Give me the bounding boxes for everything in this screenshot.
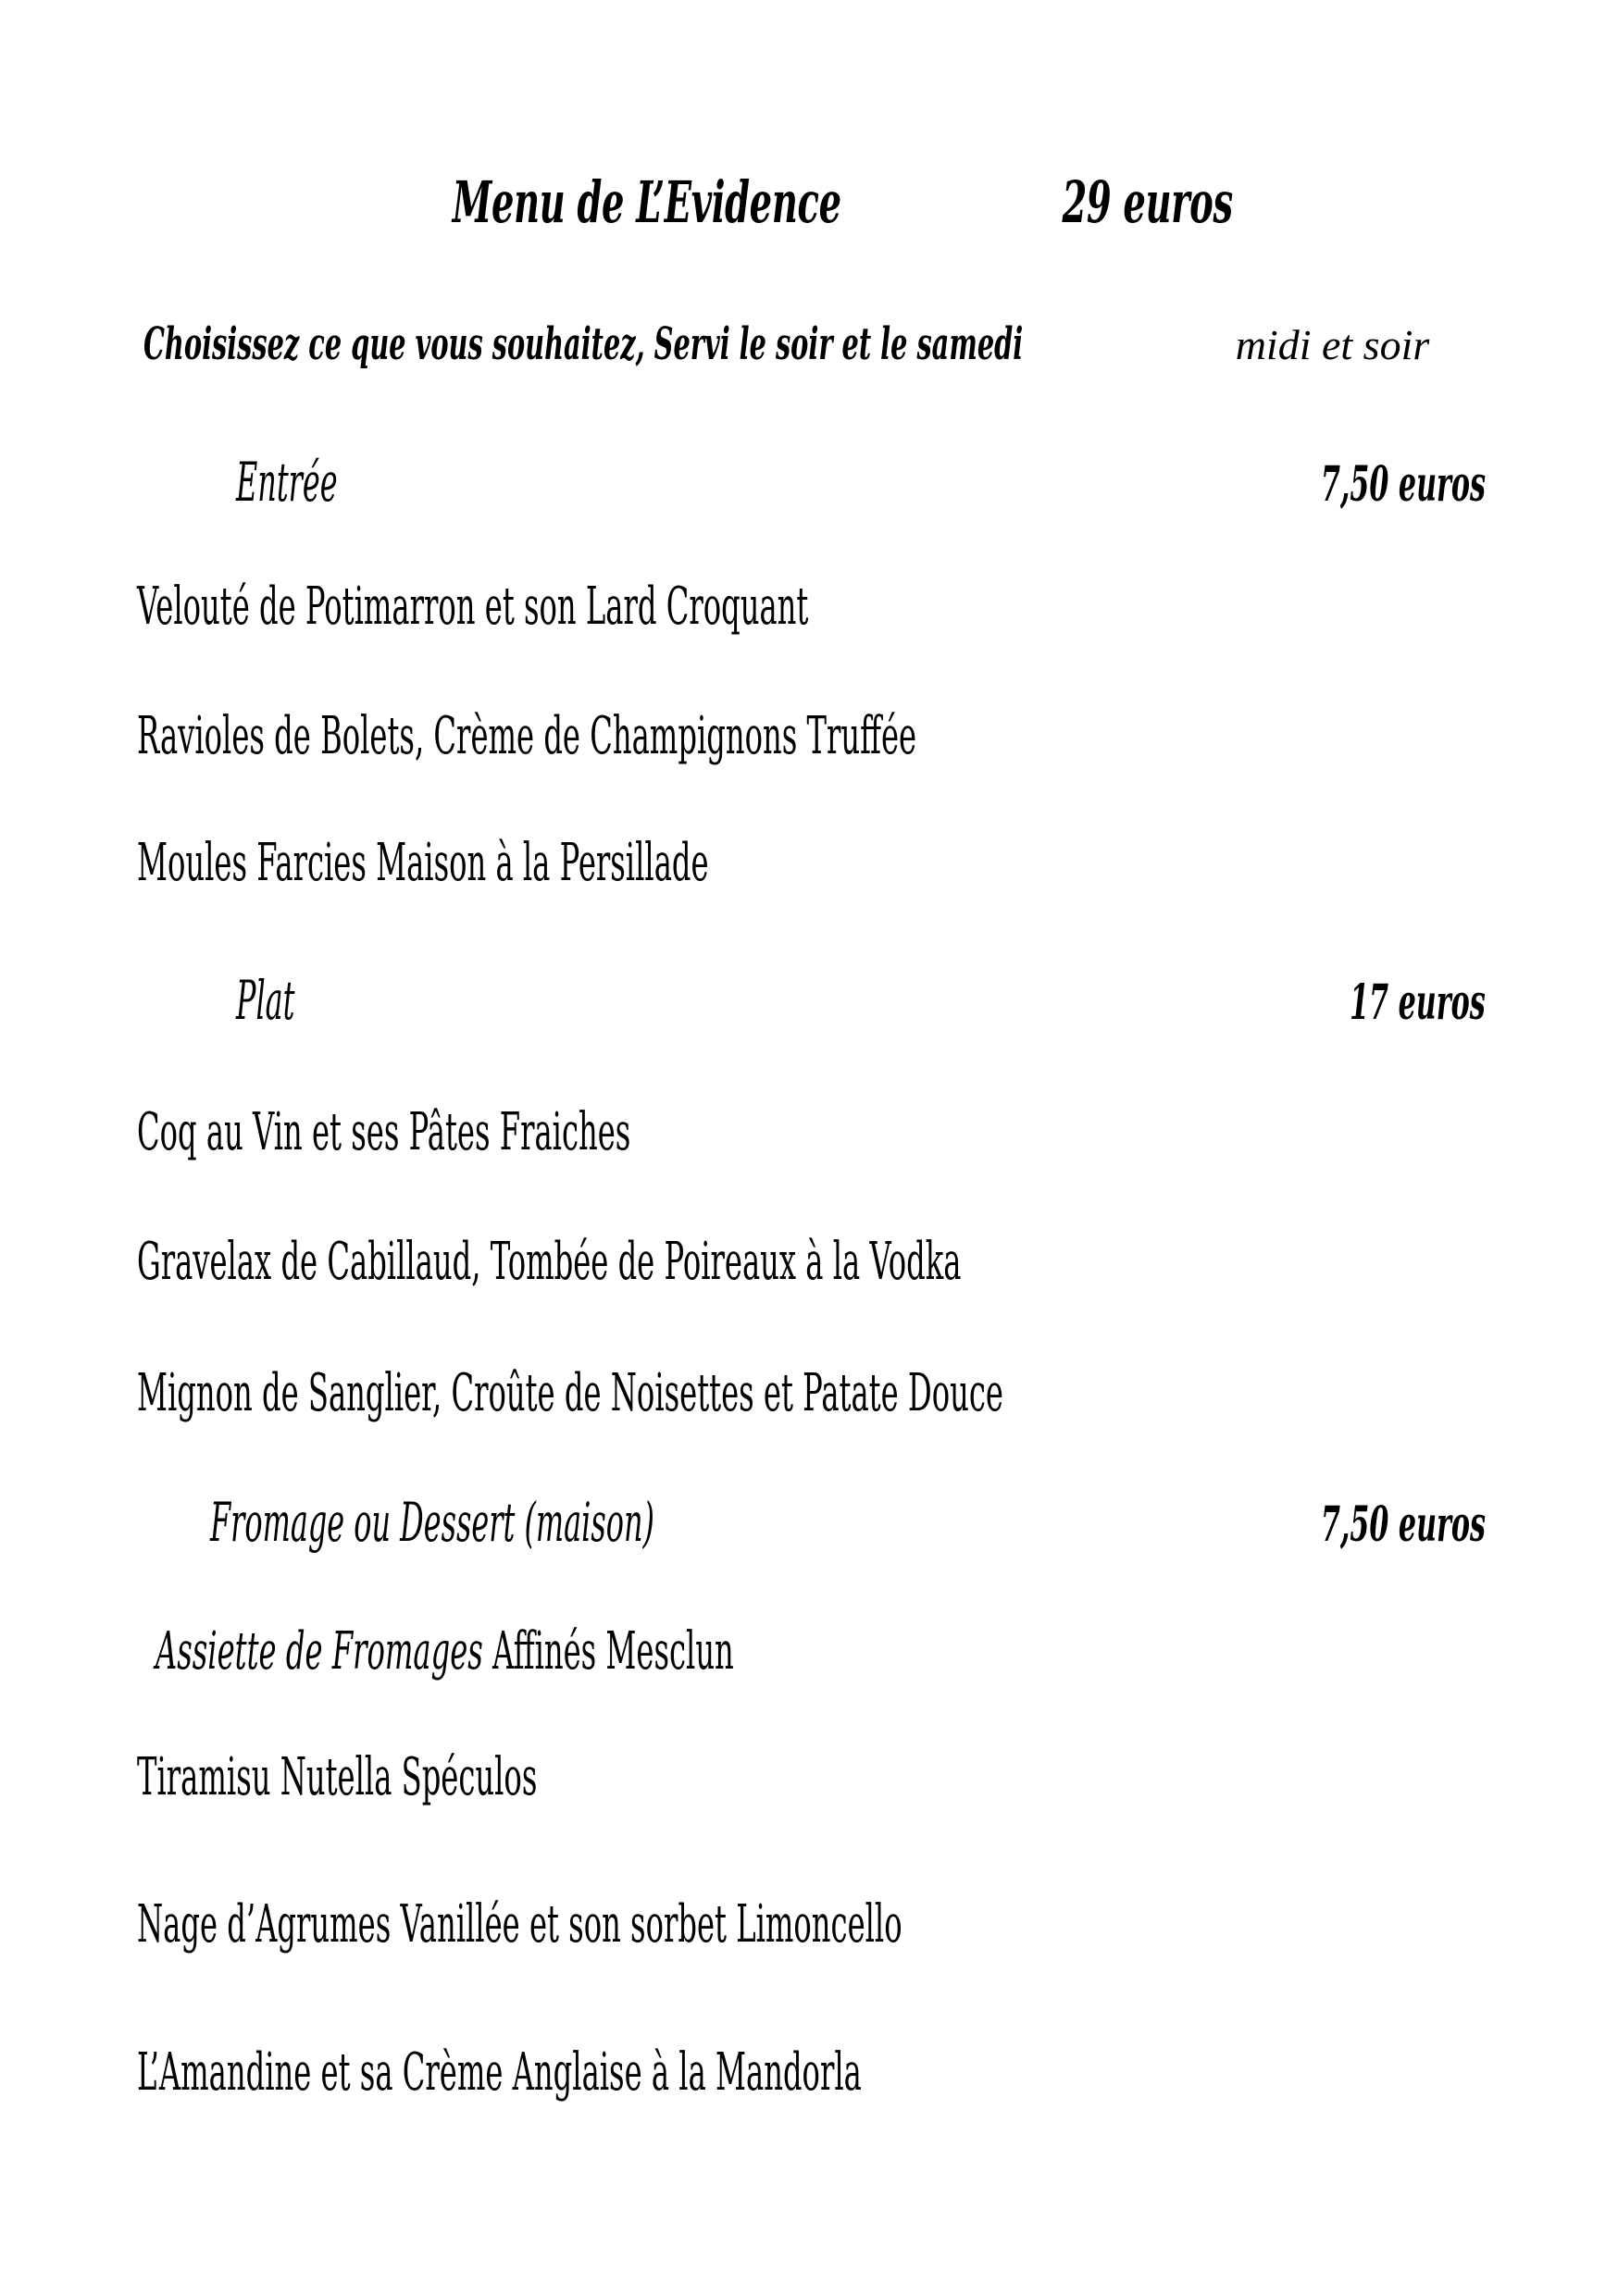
section-header-plat: [143, 969, 1486, 1032]
section-title-entree: Entrée: [236, 451, 338, 514]
menu-item: Moules Farcies Maison à la Persillade: [137, 833, 709, 893]
menu-subtitle-row: [143, 318, 1495, 370]
menu-title-row: [0, 168, 1618, 236]
section-header-entree: [143, 451, 1486, 514]
menu-item: Gravelax de Cabillaud, Tombée de Poireaux à la Vodka: [137, 1232, 962, 1292]
menu-total-price: 29 euros: [1062, 168, 1233, 236]
section-title-fromage-dessert: Fromage ou Dessert (maison): [210, 1491, 654, 1554]
menu-item: [156, 1621, 734, 1682]
menu-item: Tiramisu Nutella Spéculos: [137, 1747, 538, 1807]
menu-title: Menu de L’Evidence: [452, 168, 841, 236]
menu-item: Ravioles de Bolets, Crème de Champignons Truffée: [137, 706, 917, 766]
section-price-plat: 17 euros: [1350, 974, 1486, 1031]
menu-subtitle-rest: midi et soir: [1235, 321, 1430, 368]
section-title-plat: Plat: [236, 969, 295, 1032]
section-price-entree: 7,50 euros: [1320, 456, 1486, 513]
menu-item: Mignon de Sanglier, Croûte de Noisettes et Patate Douce: [137, 1363, 1003, 1423]
menu-item-rest: Affinés Mesclun: [482, 1621, 734, 1682]
menu-item: L’Amandine et sa Crème Anglaise à la Mandorla: [137, 2042, 862, 2103]
section-header-fromage-dessert: [143, 1491, 1486, 1554]
menu-item-emphasis: Assiette de Fromages: [156, 1621, 483, 1682]
menu-subtitle-emphasis: Choisissez ce que vous souhaitez, Servi le soir et le samedi: [143, 318, 1024, 370]
menu-item: Nage d’Agrumes Vanillée et son sorbet Limoncello: [137, 1894, 902, 1955]
section-price-fromage-dessert: 7,50 euros: [1320, 1496, 1486, 1553]
menu-item: Coq au Vin et ses Pâtes Fraiches: [137, 1102, 631, 1162]
menu-item: Velouté de Potimarron et son Lard Croquant: [137, 577, 809, 637]
